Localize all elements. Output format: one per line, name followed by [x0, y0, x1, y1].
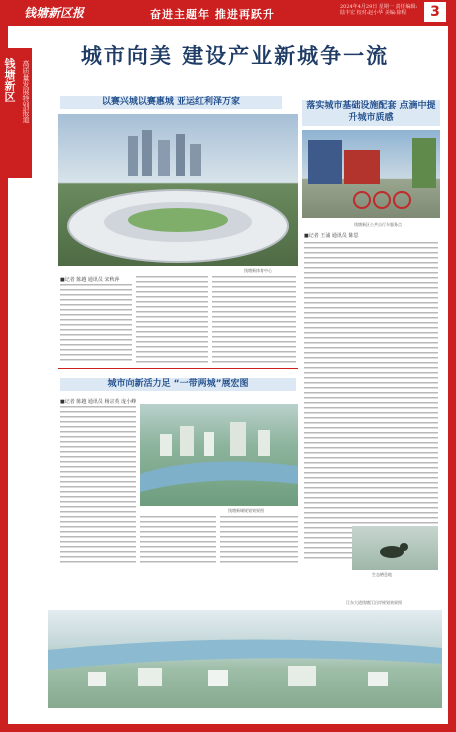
stadium-photo	[58, 114, 298, 266]
section-3-text-col-2	[140, 516, 216, 564]
section-3-byline: ■记者 陈越 通讯员 杨宗英 庞小峰	[60, 399, 137, 405]
page-header	[0, 0, 456, 26]
special-report-banner	[0, 48, 32, 178]
section-2-text	[304, 242, 438, 560]
page-number: 3	[424, 2, 446, 22]
banner-title: 钱塘新区	[3, 58, 16, 102]
bike-station-photo	[302, 130, 440, 218]
riverside-rendering	[48, 610, 442, 708]
header-slogan: 奋进主题年 推进再跃升	[150, 8, 275, 21]
bike-station-caption: 钱塘新区公共自行车服务点	[354, 222, 402, 227]
section-1-text-col-3	[212, 276, 296, 364]
header-date: 2024年4月29日 星期一 责任编辑:陆丰宏 校对:赵小华 美编:徐程	[340, 4, 418, 16]
section-3-text-col-1	[60, 406, 136, 564]
new-city-rendering	[140, 404, 298, 506]
river-caption: 江东大道钱塘江沿岸规划效果图	[346, 600, 402, 605]
section-3-text-col-3	[220, 516, 298, 564]
stadium-caption: 钱塘新体育中心	[244, 268, 272, 273]
section-1-text-col-2	[136, 276, 208, 364]
masthead-logo: 钱塘新区报	[24, 6, 85, 20]
section-1-title: 以赛兴城以赛惠城 亚运红利泽万家	[60, 96, 282, 109]
bird-caption: 生态栖息地	[372, 572, 392, 577]
banner-subtitle: 高质量发展特别报道	[22, 60, 30, 123]
section-3-title: 城市向新活力足 “一带两城”展宏图	[60, 378, 296, 391]
section-1-text-col-1	[60, 284, 132, 364]
page-title: 城市向美 建设产业新城争一流	[80, 44, 390, 68]
section-1-byline: ■记者 陈越 通讯员 宋秋萍	[60, 277, 120, 283]
section-divider	[58, 368, 298, 369]
section-2-byline: ■记者 王浦 通讯员 陈思	[304, 233, 359, 239]
new-city-caption: 钱塘新城规划效果图	[228, 508, 264, 513]
section-2-title: 落实城市基础设施配套 点滴中提升城市质感	[302, 100, 440, 126]
bird-photo	[352, 526, 438, 570]
